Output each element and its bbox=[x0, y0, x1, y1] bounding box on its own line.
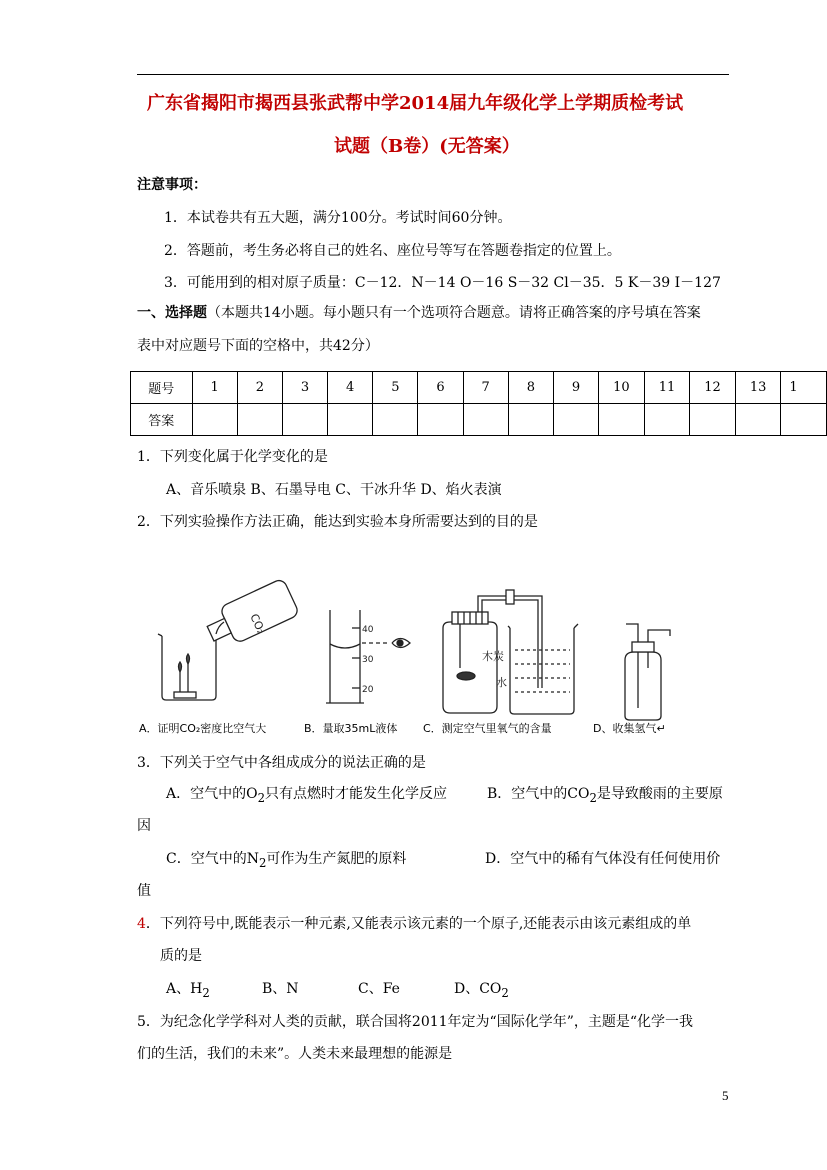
q3-option-a: A．空气中的$O_2$只有点燃时才能发生化学反应 bbox=[166, 786, 448, 805]
co2-bottle-label: CO₂ bbox=[247, 611, 268, 637]
question-number-cell: 7 bbox=[463, 372, 508, 404]
section1-label: 一、选择题 bbox=[137, 305, 207, 321]
answer-cell[interactable] bbox=[781, 404, 827, 436]
section1-desc2: 表中对应题号下面的空格中，共42分） bbox=[137, 338, 379, 354]
cylinder-tick-label: 40 bbox=[362, 625, 374, 635]
note-item-2: 2．答题前，考生务必将自己的姓名、座位号等写在答题卷指定的位置上。 bbox=[164, 243, 621, 259]
answer-table-row-label: 答案 bbox=[131, 404, 193, 436]
answer-cell[interactable] bbox=[463, 404, 508, 436]
question-number-cell: 2 bbox=[237, 372, 282, 404]
question-number-cell: 3 bbox=[282, 372, 327, 404]
answer-table-answer-row bbox=[131, 404, 827, 436]
cylinder-tick-label: 20 bbox=[362, 685, 374, 695]
q2-figure bbox=[130, 568, 710, 743]
q1-options: A、音乐喷泉 B、石墨导电 C、干冰升华 D、焰火表演 bbox=[166, 482, 502, 498]
figure-caption-d: D、收集氢气↵ bbox=[593, 722, 666, 735]
charcoal-label: 木炭 bbox=[482, 650, 504, 663]
answer-cell[interactable] bbox=[735, 404, 781, 436]
cylinder-tick-label: 30 bbox=[362, 655, 374, 665]
question-number-cell: 11 bbox=[644, 372, 690, 404]
question-number-cell: 1 bbox=[781, 372, 827, 404]
notes-heading: 注意事项： bbox=[137, 177, 207, 193]
answer-cell[interactable] bbox=[373, 404, 418, 436]
answer-table-row-label: 题号 bbox=[131, 372, 193, 404]
answer-cell[interactable] bbox=[328, 404, 373, 436]
answer-cell[interactable] bbox=[690, 404, 736, 436]
q4-option-b: B、N bbox=[262, 981, 299, 997]
answer-table bbox=[130, 371, 827, 436]
question-number-cell: 10 bbox=[599, 372, 645, 404]
answer-cell[interactable] bbox=[508, 404, 553, 436]
answer-cell[interactable] bbox=[599, 404, 645, 436]
q3-option-c: C．空气中的$N_2$可作为生产氮肥的原料 bbox=[166, 851, 407, 870]
answer-cell[interactable] bbox=[644, 404, 690, 436]
note-item-1: 1．本试卷共有五大题，满分100分。考试时间60分钟。 bbox=[164, 210, 512, 226]
figure-a-apparatus bbox=[158, 578, 300, 700]
answer-cell[interactable] bbox=[282, 404, 327, 436]
section1-desc1: （本题共14小题。每小题只有一个选项符合题意。请将正确答案的序号填在答案 bbox=[207, 305, 701, 321]
page-title-line2: 试题（B卷）(无答案） bbox=[334, 136, 520, 157]
question-number-cell: 13 bbox=[735, 372, 781, 404]
q3-wrap-2: 值 bbox=[137, 883, 151, 899]
question-number-cell: 4 bbox=[328, 372, 373, 404]
q4-option-c: C、Fe bbox=[358, 981, 400, 997]
page-title-line1: 广东省揭阳市揭西县张武帮中学2014届九年级化学上学期质检考试 bbox=[147, 93, 684, 114]
q3-option-b: B．空气中的$CO_2$是导致酸雨的主要原 bbox=[487, 786, 723, 805]
answer-cell[interactable] bbox=[418, 404, 463, 436]
answer-cell[interactable] bbox=[192, 404, 237, 436]
water-label: 水 bbox=[496, 676, 507, 689]
q2-stem: 2．下列实验操作方法正确，能达到实验本身所需要达到的目的是 bbox=[137, 514, 538, 530]
q3-stem: 3．下列关于空气中各组成成分的说法正确的是 bbox=[137, 755, 426, 771]
q4-stem-line1: 4．下列符号中,既能表示一种元素,又能表示该元素的一个原子,还能表示由该元素组成的单 bbox=[137, 916, 692, 932]
q5-line1: 5．为纪念化学学科对人类的贡献，联合国将2011年定为“国际化学年”，主题是“化学一我 bbox=[137, 1014, 694, 1030]
page-number: 5 bbox=[722, 1088, 729, 1103]
question-number-cell: 9 bbox=[553, 372, 598, 404]
question-number-cell: 5 bbox=[373, 372, 418, 404]
figure-caption-c: C．测定空气里氧气的含量 bbox=[423, 722, 552, 735]
q4-number: 4 bbox=[137, 916, 146, 932]
q5-line2: 们的生活，我们的未来”。人类未来最理想的能源是 bbox=[137, 1046, 453, 1062]
question-number-cell: 12 bbox=[690, 372, 736, 404]
q3-wrap-1: 因 bbox=[137, 818, 151, 834]
figure-d-apparatus bbox=[625, 624, 670, 720]
question-number-cell: 1 bbox=[192, 372, 237, 404]
note-item-3: 3．可能用到的相对原子质量：C－12．N－14 O－16 S－32 Cl－35．5 K－39 I－127 bbox=[164, 275, 721, 291]
answer-table-number-row bbox=[131, 372, 827, 404]
header-rule bbox=[137, 74, 729, 75]
q4-option-a: A、$H_2$ bbox=[166, 981, 210, 1000]
q4-stem-line2: 质的是 bbox=[160, 948, 202, 964]
section1-intro bbox=[137, 302, 701, 322]
q3-option-d: D．空气中的稀有气体没有任何使用价 bbox=[485, 851, 721, 867]
figure-c-apparatus bbox=[443, 590, 578, 714]
figure-caption-b: B．量取35mL液体 bbox=[304, 722, 398, 735]
answer-cell[interactable] bbox=[553, 404, 598, 436]
question-number-cell: 8 bbox=[508, 372, 553, 404]
answer-cell[interactable] bbox=[237, 404, 282, 436]
q1-stem: 1．下列变化属于化学变化的是 bbox=[137, 449, 328, 465]
question-number-cell: 6 bbox=[418, 372, 463, 404]
figure-caption-a: A．证明CO₂密度比空气大 bbox=[139, 722, 267, 735]
q4-option-d: D、$CO_2$ bbox=[454, 981, 509, 1000]
